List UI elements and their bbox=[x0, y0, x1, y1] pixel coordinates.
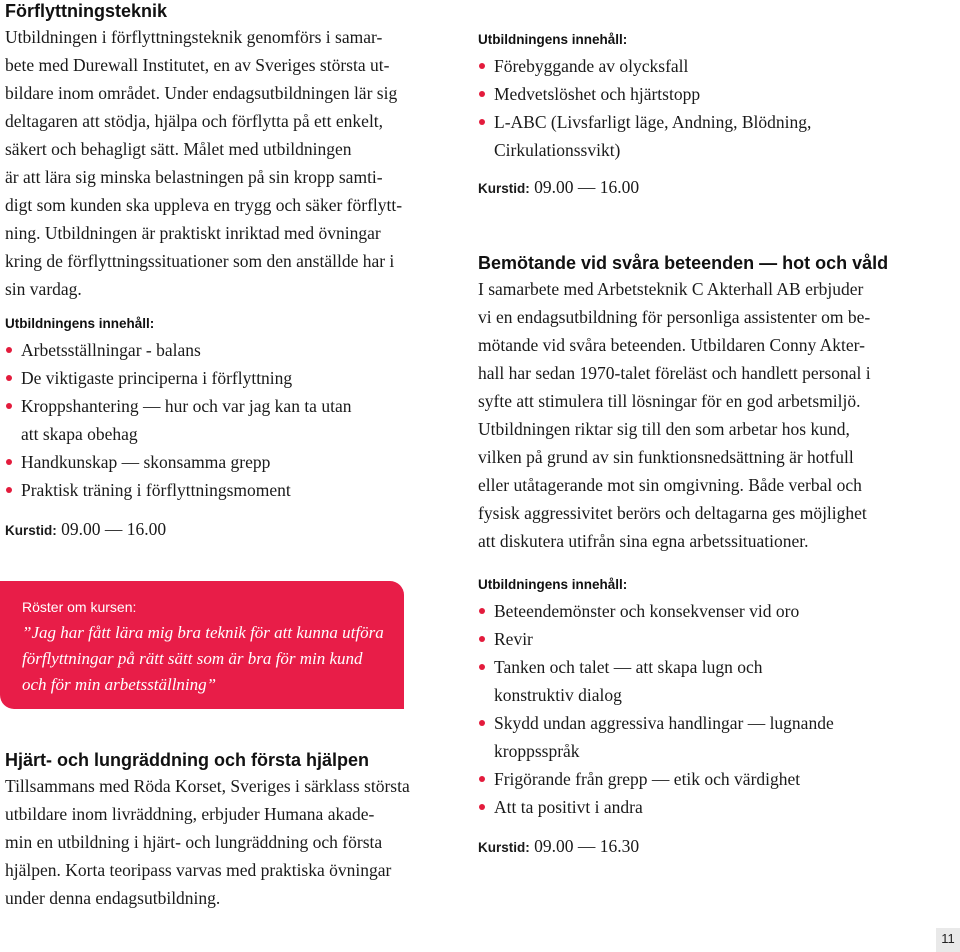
list-item-line: kroppsspråk bbox=[494, 741, 580, 761]
course-time bbox=[5, 518, 445, 542]
bullet-dot-icon bbox=[6, 487, 12, 493]
content-list-hlr bbox=[478, 52, 948, 164]
text-line: bildare inom området. Under endagsutbildningen lär sig bbox=[5, 83, 398, 103]
section-title-forflyttningsteknik: Förflyttningsteknik bbox=[5, 1, 168, 21]
text-line: Utbildningen riktar sig till den som arbetar hos kund, bbox=[478, 419, 850, 439]
bullet-dot-icon bbox=[479, 91, 485, 97]
bullet-dot-icon bbox=[6, 375, 12, 381]
course-time-label: Kurstid: bbox=[478, 181, 530, 196]
course-time-label: Kurstid: bbox=[5, 523, 57, 538]
list-item-line: L-ABC (Livsfarligt läge, Andning, Blödning, bbox=[494, 112, 812, 132]
course-time-bemotande bbox=[478, 835, 948, 859]
list-item bbox=[478, 597, 948, 625]
list-item bbox=[5, 392, 445, 448]
list-item bbox=[5, 336, 445, 364]
text-line: och för min arbetsställning” bbox=[22, 675, 217, 694]
bullet-dot-icon bbox=[6, 459, 12, 465]
list-item-line: Arbetsställningar - balans bbox=[21, 340, 201, 360]
text-line: hjälpen. Korta teoripass varvas med praktiska övningar bbox=[5, 860, 392, 880]
text-line: fysisk aggressivitet berörs och deltagarna ges möjlighet bbox=[478, 503, 867, 523]
list-item-line: Skydd undan aggressiva handlingar — lugnande bbox=[494, 713, 834, 733]
list-item bbox=[478, 625, 948, 653]
bullet-dot-icon bbox=[479, 664, 485, 670]
text-line: eller utåtagerande mot sin omgivning. Både verbal och bbox=[478, 475, 862, 495]
testimonial-box bbox=[0, 581, 404, 709]
bullet-dot-icon bbox=[6, 347, 12, 353]
list-item-line: konstruktiv dialog bbox=[494, 685, 622, 705]
bullet-dot-icon bbox=[6, 403, 12, 409]
list-item bbox=[478, 52, 948, 80]
list-item-line: Cirkulationssvikt) bbox=[494, 140, 621, 160]
testimonial-label: Röster om kursen: bbox=[22, 599, 137, 615]
text-line: säkert och behagligt sätt. Målet med utbildningen bbox=[5, 139, 352, 159]
course-time-value: 09.00 — 16.30 bbox=[534, 836, 640, 856]
text-line: vilken på grund av sin funktionsnedsättning är hotfull bbox=[478, 447, 854, 467]
text-line: att diskutera utifrån sina egna arbetssituationer. bbox=[478, 531, 809, 551]
course-time-label: Kurstid: bbox=[478, 840, 530, 855]
list-item bbox=[478, 653, 948, 709]
left-column-lower bbox=[5, 749, 445, 912]
list-item-line: Förebyggande av olycksfall bbox=[494, 56, 689, 76]
text-line: utbildare inom livräddning, erbjuder Humana akade- bbox=[5, 804, 375, 824]
course-time-hlr bbox=[478, 176, 948, 200]
right-column bbox=[478, 0, 948, 859]
text-line: syfte att stimulera till lösningar för en god arbetsmiljö. bbox=[478, 391, 861, 411]
bullet-dot-icon bbox=[479, 636, 485, 642]
list-item bbox=[5, 448, 445, 476]
list-item-line: Att ta positivt i andra bbox=[494, 797, 643, 817]
bullet-dot-icon bbox=[479, 119, 485, 125]
text-line: mötande vid svåra beteenden. Utbildaren Conny Akter- bbox=[478, 335, 865, 355]
text-line: ”Jag har fått lära mig bra teknik för att kunna utföra bbox=[22, 623, 384, 642]
page-number: 11 bbox=[936, 928, 960, 952]
list-item-line: Praktisk träning i förflyttningsmoment bbox=[21, 480, 291, 500]
text-line: ning. Utbildningen är praktiskt inriktad med övningar bbox=[5, 223, 381, 243]
text-line: deltagaren att stödja, hjälpa och förflytta på ett enkelt, bbox=[5, 111, 384, 131]
text-line: Tillsammans med Röda Korset, Sveriges i särklass största bbox=[5, 776, 410, 796]
content-list-forflyttning bbox=[5, 336, 445, 504]
course-time-value: 09.00 — 16.00 bbox=[534, 177, 640, 197]
list-item-line: Handkunskap — skonsamma grepp bbox=[21, 452, 271, 472]
course-time-value: 09.00 — 16.00 bbox=[61, 519, 167, 539]
bullet-dot-icon bbox=[479, 804, 485, 810]
list-item-line: Revir bbox=[494, 629, 533, 649]
text-line: digt som kunden ska uppleva en trygg och säker förflytt- bbox=[5, 195, 403, 215]
list-item-line: att skapa obehag bbox=[21, 424, 138, 444]
left-column bbox=[5, 0, 445, 542]
list-item bbox=[5, 476, 445, 504]
text-line: vi en endagsutbildning för personliga assistenter om be- bbox=[478, 307, 871, 327]
testimonial-quote bbox=[22, 620, 384, 698]
text-line: kring de förflyttningssituationer som den anställde har i bbox=[5, 251, 395, 271]
list-item-line: Kroppshantering — hur och var jag kan ta utan bbox=[21, 396, 352, 416]
section-body-hlr bbox=[5, 772, 445, 912]
bullet-dot-icon bbox=[479, 776, 485, 782]
list-item bbox=[478, 80, 948, 108]
text-line: Utbildningen i förflyttningsteknik genomförs i samar- bbox=[5, 27, 383, 47]
text-line: under denna endagsutbildning. bbox=[5, 888, 221, 908]
list-item-line: Beteendemönster och konsekvenser vid oro bbox=[494, 601, 800, 621]
list-item bbox=[478, 793, 948, 821]
bullet-dot-icon bbox=[479, 63, 485, 69]
list-item-line: Frigörande från grepp — etik och värdighet bbox=[494, 769, 801, 789]
section-title-bemotande: Bemötande vid svåra beteenden — hot och våld bbox=[478, 253, 889, 273]
list-item bbox=[5, 364, 445, 392]
bullet-dot-icon bbox=[479, 608, 485, 614]
section-body-forflyttningsteknik bbox=[5, 23, 445, 303]
text-line: är att lära sig minska belastningen på sin kropp samti- bbox=[5, 167, 383, 187]
content-heading: Utbildningens innehåll: bbox=[5, 316, 155, 331]
text-line: min en utbildning i hjärt- och lungräddning och första bbox=[5, 832, 383, 852]
list-item-line: Tanken och talet — att skapa lugn och bbox=[494, 657, 763, 677]
list-item bbox=[478, 108, 948, 164]
list-item-line: Medvetslöshet och hjärtstopp bbox=[494, 84, 701, 104]
content-heading-bemotande: Utbildningens innehåll: bbox=[478, 577, 628, 592]
text-line: I samarbete med Arbetsteknik C Akterhall AB erbjuder bbox=[478, 279, 864, 299]
content-list-bemotande bbox=[478, 597, 948, 821]
text-line: bete med Durewall Institutet, en av Sveriges största ut- bbox=[5, 55, 390, 75]
bullet-dot-icon bbox=[479, 720, 485, 726]
text-line: förflyttningar på rätt sätt som är bra för min kund bbox=[22, 649, 363, 668]
list-item bbox=[478, 709, 948, 765]
section-body-bemotande bbox=[478, 275, 948, 555]
content-heading-hlr: Utbildningens innehåll: bbox=[478, 32, 628, 47]
section-title-hlr: Hjärt- och lungräddning och första hjälpen bbox=[5, 750, 370, 770]
list-item-line: De viktigaste principerna i förflyttning bbox=[21, 368, 293, 388]
text-line: sin vardag. bbox=[5, 279, 82, 299]
text-line: hall har sedan 1970-talet föreläst och handlett personal i bbox=[478, 363, 871, 383]
list-item bbox=[478, 765, 948, 793]
